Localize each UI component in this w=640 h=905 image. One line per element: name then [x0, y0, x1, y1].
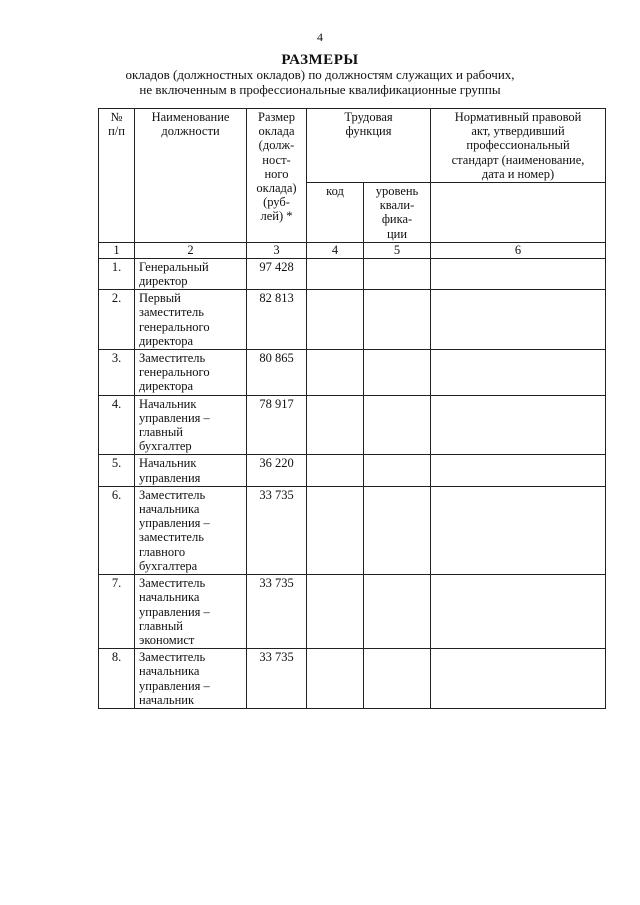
- salary-value: 78 917: [247, 395, 307, 455]
- text-line: Заместитель: [139, 487, 206, 502]
- text-line: квали-: [379, 198, 415, 213]
- table-row: [99, 455, 606, 486]
- normative-act-cell: [431, 649, 606, 709]
- salary-value: 33 735: [247, 486, 307, 574]
- column-number: 2: [135, 242, 247, 258]
- normative-act-cell: [431, 395, 606, 455]
- row-number: 4.: [99, 395, 135, 455]
- text-line: Начальник: [139, 456, 197, 471]
- text-line: стандарт (наименование,: [451, 152, 585, 167]
- text-line: Трудовая: [344, 110, 393, 124]
- level-cell: [364, 290, 431, 350]
- position-name: [135, 455, 247, 486]
- position-name: [135, 486, 247, 574]
- column-number: 1: [99, 242, 135, 258]
- salary-value: 33 735: [247, 649, 307, 709]
- text-line: должности: [161, 124, 220, 139]
- level-cell: [364, 486, 431, 574]
- text-line: п/п: [108, 124, 125, 139]
- text-line: директор: [139, 274, 188, 289]
- text-line: начальник: [139, 692, 195, 707]
- code-cell: [307, 455, 364, 486]
- code-cell: [307, 290, 364, 350]
- page-number: 4: [317, 30, 323, 44]
- level-cell: [364, 350, 431, 396]
- text-line: управления –: [139, 516, 210, 531]
- text-line: Заместитель: [139, 351, 206, 366]
- row-number: 3.: [99, 350, 135, 396]
- row-number: 6.: [99, 486, 135, 574]
- normative-act-cell: [431, 258, 606, 289]
- text-line: бухгалтера: [139, 558, 198, 573]
- table-row: [99, 258, 606, 289]
- document-title: РАЗМЕРЫ: [281, 52, 359, 68]
- row-number: 1.: [99, 258, 135, 289]
- document-subtitle-line-2: не включенным в профессиональные квалификационные группы: [139, 82, 501, 97]
- text-line: заместитель: [139, 530, 204, 545]
- text-line: генерального: [139, 365, 210, 380]
- text-line: (руб-: [263, 195, 290, 210]
- table-row: [99, 395, 606, 455]
- text-line: оклада: [258, 124, 295, 139]
- row-number: 7.: [99, 575, 135, 649]
- text-line: главного: [139, 544, 186, 559]
- text-line: управления –: [139, 604, 210, 619]
- header-normative-act-empty: [431, 183, 606, 243]
- text-line: управления –: [139, 678, 210, 693]
- text-line: Размер: [258, 110, 295, 124]
- text-line: профессиональный: [466, 138, 570, 153]
- header-position-name: [135, 109, 247, 243]
- text-line: начальника: [139, 502, 200, 517]
- salary-value: 33 735: [247, 575, 307, 649]
- salary-value: 82 813: [247, 290, 307, 350]
- position-name: [135, 575, 247, 649]
- text-line: Начальник: [139, 396, 197, 411]
- code-cell: [307, 649, 364, 709]
- text-line: Заместитель: [139, 576, 206, 591]
- text-line: №: [110, 110, 123, 124]
- text-line: Первый: [139, 291, 181, 306]
- text-line: экономист: [139, 632, 195, 647]
- table-row: [99, 486, 606, 574]
- table-row: [99, 290, 606, 350]
- column-number: 5: [364, 242, 431, 258]
- salary-table: [98, 108, 606, 709]
- position-name: [135, 649, 247, 709]
- text-line: Генеральный: [139, 259, 209, 274]
- header-code: код: [307, 183, 364, 243]
- code-cell: [307, 258, 364, 289]
- position-name: [135, 258, 247, 289]
- level-cell: [364, 258, 431, 289]
- column-number: 3: [247, 242, 307, 258]
- text-line: уровень: [375, 184, 419, 199]
- position-name: [135, 290, 247, 350]
- salary-value: 36 220: [247, 455, 307, 486]
- salary-value: 97 428: [247, 258, 307, 289]
- text-line: начальника: [139, 590, 200, 605]
- level-cell: [364, 455, 431, 486]
- position-name: [135, 350, 247, 396]
- code-cell: [307, 350, 364, 396]
- level-cell: [364, 649, 431, 709]
- text-line: ного: [264, 166, 289, 181]
- column-number: 6: [431, 242, 606, 258]
- row-number: 5.: [99, 455, 135, 486]
- table-row: [99, 649, 606, 709]
- header-normative-act: [431, 109, 606, 183]
- normative-act-cell: [431, 486, 606, 574]
- text-line: управления: [139, 470, 201, 485]
- text-line: Заместитель: [139, 650, 206, 665]
- text-line: директора: [139, 379, 194, 394]
- header-number: [99, 109, 135, 243]
- text-line: лей) *: [260, 209, 293, 224]
- text-line: ност-: [262, 152, 291, 167]
- row-number: 2.: [99, 290, 135, 350]
- text-line: функция: [345, 124, 392, 139]
- text-line: Нормативный правовой: [454, 110, 582, 124]
- header-labor-function: [307, 109, 431, 183]
- text-line: оклада): [256, 181, 297, 196]
- text-line: фика-: [381, 212, 413, 227]
- document-subtitle-line-1: окладов (должностных окладов) по должностям служащих и рабочих,: [125, 67, 515, 82]
- salary-value: 80 865: [247, 350, 307, 396]
- text-line: директора: [139, 333, 194, 348]
- text-line: заместитель: [139, 305, 204, 320]
- header-salary: [247, 109, 307, 243]
- level-cell: [364, 575, 431, 649]
- text-line: главный: [139, 425, 183, 440]
- code-cell: [307, 486, 364, 574]
- code-cell: [307, 575, 364, 649]
- table-row: [99, 350, 606, 396]
- normative-act-cell: [431, 350, 606, 396]
- text-line: главный: [139, 618, 183, 633]
- normative-act-cell: [431, 455, 606, 486]
- table-row: [99, 575, 606, 649]
- text-line: (долж-: [258, 138, 295, 153]
- text-line: дата и номер): [481, 166, 555, 181]
- text-line: бухгалтер: [139, 439, 192, 454]
- code-cell: [307, 395, 364, 455]
- text-line: управления –: [139, 410, 210, 425]
- text-line: начальника: [139, 664, 200, 679]
- normative-act-cell: [431, 575, 606, 649]
- text-line: ции: [386, 226, 408, 241]
- text-line: Наименование: [151, 110, 230, 124]
- text-line: генерального: [139, 319, 210, 334]
- position-name: [135, 395, 247, 455]
- column-number: 4: [307, 242, 364, 258]
- text-line: акт, утвердивший: [471, 124, 565, 139]
- header-qualification-level: [364, 183, 431, 243]
- level-cell: [364, 395, 431, 455]
- row-number: 8.: [99, 649, 135, 709]
- normative-act-cell: [431, 290, 606, 350]
